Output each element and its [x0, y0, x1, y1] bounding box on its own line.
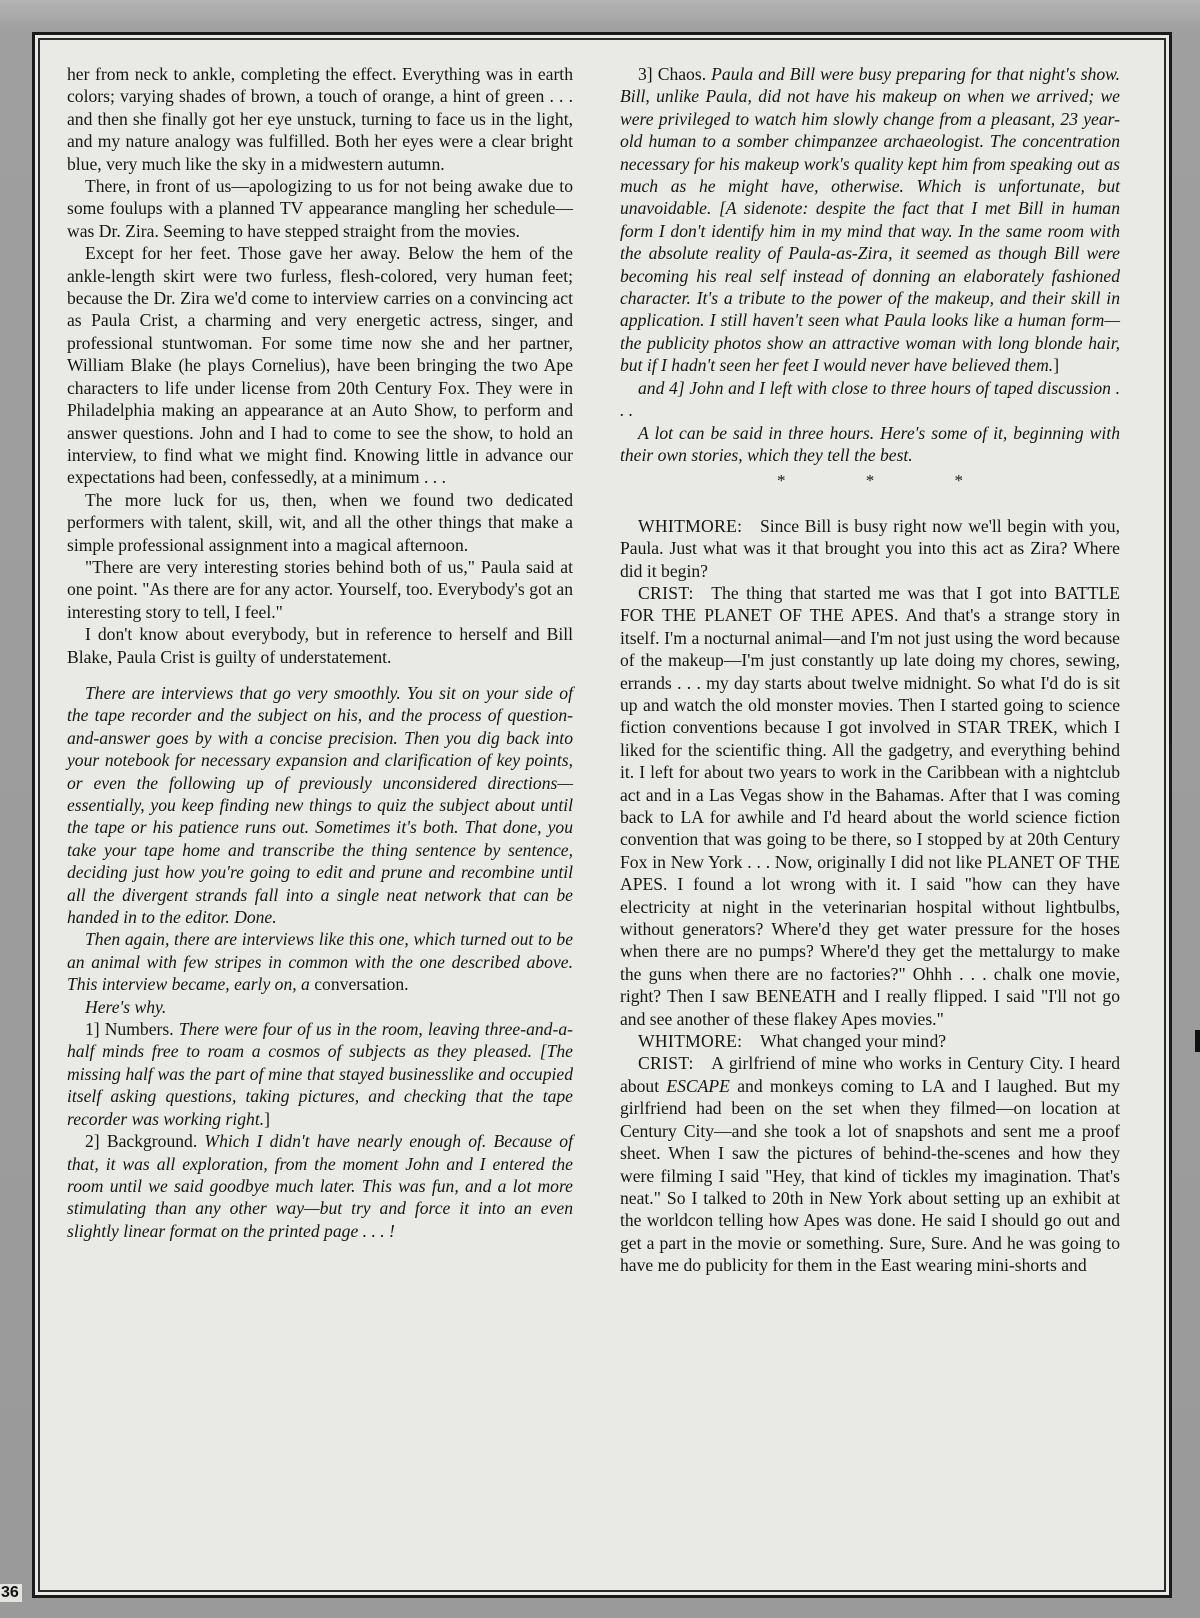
speech-text: and monkeys coming to LA and I laughed. But my girlfriend had been on the set when they filmed—on location at Century City—and she took a lot of snapshots and sent me a proof sheet. When I saw the pictures of behind-the-scenes and how they were filming I said "Hey, that kind of tickles my imagination. That's neat." So I talked to 20th in New York about setting up an exhibit at the worldcon telling how Apes was done. He said I should go out and get a part in the movie or something. Sure, Sure. And he was going to have me do publicity for them in the East wearing mini-shorts and	[620, 1075, 1120, 1276]
speaker-label: CRIST:	[638, 582, 694, 603]
article-paragraph	[67, 928, 573, 995]
article-paragraph: There, in front of us—apologizing to us for not being awake due to some foulups with a planned TV appearance mangling her schedule—was Dr. Zira. Seeming to have stepped straight from the movies.	[67, 176, 573, 241]
right-column	[620, 63, 1120, 1277]
article-paragraph: her from neck to ankle, completing the effect. Everything was in earth colors; varying shades of brown, a touch of orange, a hint of green . . . and then she finally got her eye unstuck, turning to face us in the light, and my nature analogy was fulfilled. Both her eyes were a clear bright blue, very much like the sky in a midwestern autumn.	[67, 64, 573, 174]
text-run: 3] Chaos.	[638, 64, 712, 84]
interview-exchange	[620, 1052, 1120, 1276]
article-paragraph: The more luck for us, then, when we found two dedicated performers with talent, skill, wit, and all the other things that make a simple professional assignment into a magical afternoon.	[67, 489, 573, 555]
speaker-label: CRIST:	[638, 1053, 694, 1074]
text-run: There were four of us in the room, leaving three-and-a-half minds free to roam a cosmos of subjects as they pleased. [The missing half was the part of mine that stayed businesslike and occupied itself asking questions, taking pictures, and checking that the tape recorder was working right.	[67, 1019, 573, 1129]
article-paragraph: I don't know about everybody, but in reference to herself and Bill Blake, Paula Crist is guilty of understatement.	[67, 624, 573, 667]
text-run: Which I didn't have nearly enough of. Because of that, it was all exploration, from the moment John and I entered the room until we said goodbye much later. This was fun, and a lot more stimulating than any other way—but try and force it into an even slightly linear format on the printed page . . . !	[67, 1131, 573, 1241]
text-run: Paula and Bill were busy preparing for that night's show. Bill, unlike Paula, did not have his makeup on when we arrived; we were privileged to watch him slowly change from a pleasant, 23 year-old human to a somber chimpanzee archaeologist. The concentration necessary for his makeup work's quality kept him from speaking out as much as he might have, otherwise. Which is unfortunate, but unavoidable. [A sidenote: despite the fact that I met Bill in human form I don't identify him in my mind that way. In the same room with the absolute reality of Paula-as-Zira, it seemed as though Bill were becoming his real self instead of donning an elaborately fashioned character. It's a tribute to the power of the makeup, and their skill in application. I still haven't seen what Paula looks like a human form—the publicity photos show an attractive woman with long blonde hair, but if I hadn't seen her feet I would never have believed them.	[620, 64, 1120, 376]
interview-exchange	[620, 515, 1120, 582]
text-run: conversation.	[314, 974, 409, 995]
speaker-label: WHITMORE:	[638, 515, 743, 536]
speech-text: ESCAPE	[666, 1075, 730, 1096]
edge-tab-mark	[1195, 1030, 1200, 1052]
text-run: ]	[1053, 355, 1060, 376]
speech-text: Since Bill is busy right now we'll begin with you, Paula. Just what was it that brought you into this act as Zira? Where did it begin?	[620, 515, 1120, 581]
interview-exchange	[620, 582, 1120, 1030]
speech-text: What changed your mind?	[759, 1031, 947, 1052]
article-paragraph: There are interviews that go very smoothly. You sit on your side of the tape recorder and the subject on his, and the process of question-and-answer goes by with a concise precision. Then you dig back into your notebook for necessary expansion and clarification of key points, or even the following up of previously unconsidered directions—essentially, you keep finding new things to quiz the subject about until the tape or his patience runs out. Sometimes it's both. That done, you take your tape home and transcribe the thing sentence by sentence, deciding just how you're going to edit and prune and recombine until all the divergent strands fall into a single neat network that can be handed in to the editor. Done.	[67, 682, 573, 928]
text-run: Then again, there are interviews like this one, which turned out to be an animal with few stripes in common with the one described above. This interview became, early on, a	[67, 929, 573, 995]
interview-exchange	[620, 1030, 1120, 1052]
article-paragraph: A lot can be said in three hours. Here's some of it, beginning with their own stories, which they tell the best.	[620, 422, 1120, 465]
article-paragraph	[67, 1130, 573, 1242]
article-frame	[32, 32, 1172, 1598]
left-column	[67, 63, 573, 1242]
text-run: 2] Background.	[85, 1131, 205, 1152]
article-paragraph	[67, 1018, 573, 1130]
speech-text: A girlfriend of mine who works in Century City. I heard about	[620, 1053, 1120, 1096]
article-paragraph: Here's why.	[85, 996, 167, 1017]
section-separator: * * *	[777, 471, 1001, 491]
article-paragraph: and 4] John and I left with close to three hours of taped discussion . . .	[620, 377, 1120, 421]
text-run: ]	[264, 1108, 270, 1129]
speaker-label: WHITMORE:	[638, 1031, 743, 1052]
page-number: 36	[0, 1584, 22, 1602]
speech-text: The thing that started me was that I got into BATTLE FOR THE PLANET OF THE APES. And that's a strange story in itself. I'm a nocturnal animal—and I'm not just using the word because of the makeup—I'm just constantly up late doing my chores, sewing, errands . . . my day starts about twelve midnight. So what I'd do is sit up and watch the old monster movies. Then I started going to science fiction conventions because I got involved in STAR TREK, which I liked for the scientific thing. All the gadgetry, and everything behind it. I left for about two years to work in the Caribbean with a nightclub act and in a Las Vegas show in the Bahamas. After that I was coming back to LA for awhile and I'd heard about the world science fiction convention that was going to be there, so I stopped by at 20th Century Fox in New York . . . Now, originally I did not like PLANET OF THE APES. I found a lot wrong with it. I said "how can they have electricity at night in the veterinarian hospital without lightbulbs, without generators? Where'd they get water pressure for the hoses when there are no pumps? Where'd they get the mettalurgy to make the guns when there are no factories?" Ohhh . . . chalk one movie, right? Then I saw BENEATH and I really flipped. I said "I'll not go and see another of these flakey Apes movies."	[620, 582, 1120, 1029]
text-run: 1] Numbers.	[85, 1019, 179, 1040]
article-paragraph	[620, 63, 1120, 377]
article-paragraph: "There are very interesting stories behind both of us," Paula said at one point. "As there are for any actor. Yourself, too. Everybody's got an interesting story to tell, I feel."	[67, 556, 573, 622]
article-paragraph: Except for her feet. Those gave her away. Below the hem of the ankle-length skirt were two furless, flesh-colored, very human feet; because the Dr. Zira we'd come to interview carries on a convincing act as Paula Crist, a charming and very energetic actress, singer, and professional stuntwoman. For some time now she and her partner, William Blake (he plays Cornelius), have been bringing the two Ape characters to life under license from 20th Century Fox. They were in Philadelphia making an appearance at an Auto Show, to perform and answer questions. John and I had to come to see the show, to hold an interview, to find what we might find. Knowing little in advance our expectations had been, confessedly, at a minimum . . .	[67, 243, 573, 488]
